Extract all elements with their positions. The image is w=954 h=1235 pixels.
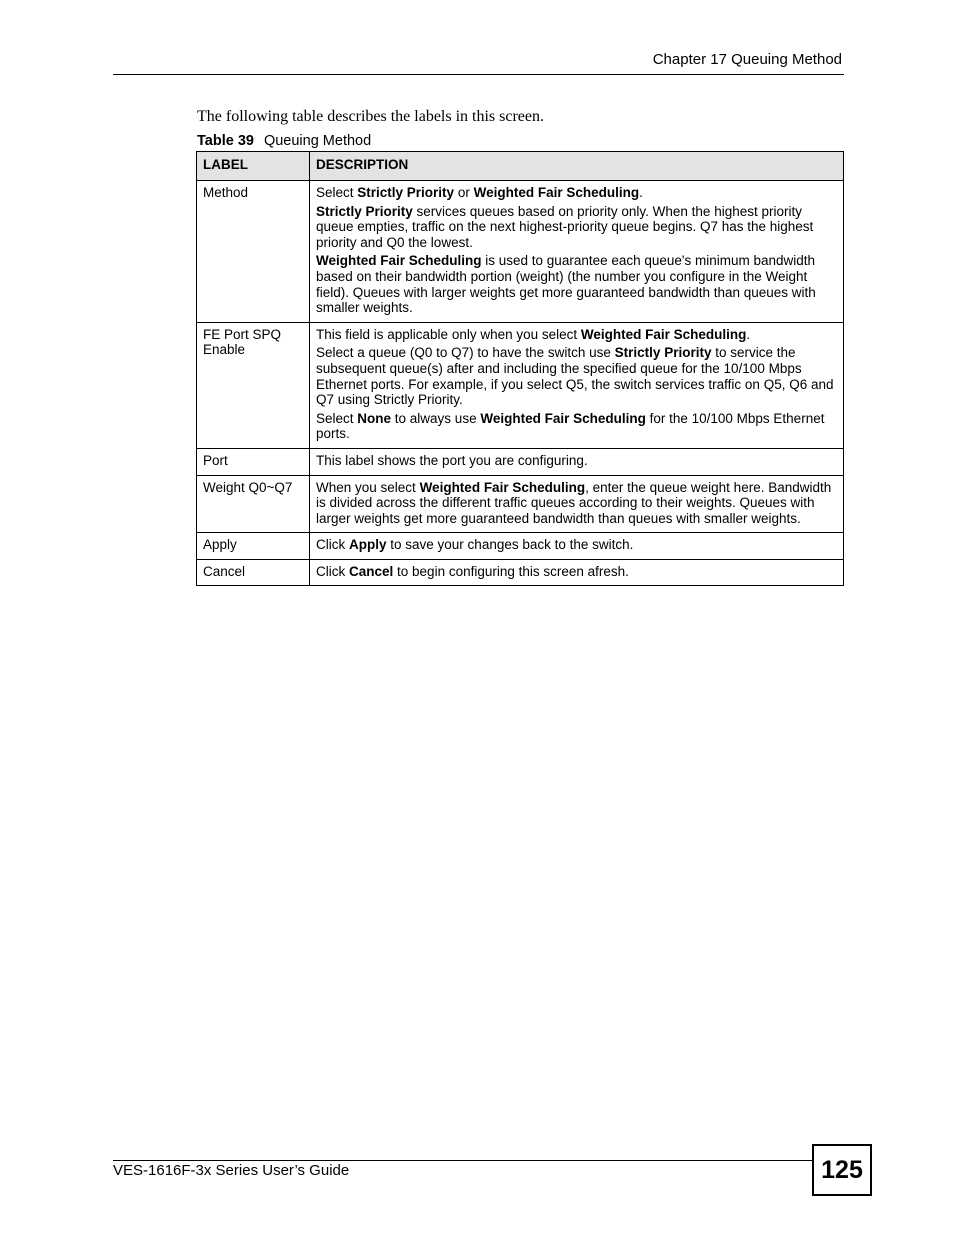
text-run: to service the subsequent queue(s) after and including the specified queue for the 10/100 Mbps Ethernet ports. For example, if you select Q5, the switch services traffic on Q5, Q6 and Q7 using Strictly Priority.: [316, 345, 834, 408]
text-run: .: [746, 326, 751, 342]
text-run: Select a queue (Q0 to Q7) to have the switch use: [316, 345, 615, 361]
row-description: [310, 475, 844, 533]
bold-term: Strictly Priority: [316, 203, 413, 219]
guide-title: VES-1616F-3x Series User’s Guide: [113, 1162, 350, 1179]
row-label: Weight Q0~Q7: [197, 475, 310, 533]
text-run: When you select: [316, 479, 420, 495]
table-row: [197, 448, 844, 475]
row-label: Cancel: [197, 559, 310, 586]
text-run: services queues based on priority only. When the highest priority queue empties, traffic on the next highest-priority queue begins. Q7 has the highest priority and Q0 the lowest.: [316, 203, 814, 250]
text-run: Click: [316, 537, 349, 553]
bold-term: Strictly Priority: [357, 185, 455, 200]
description-paragraph: [316, 564, 837, 580]
table-row: [197, 322, 844, 448]
intro-text: The following table describes the labels in this screen.: [197, 108, 545, 125]
description-paragraph: [316, 204, 837, 251]
table-caption: [197, 133, 371, 149]
bold-term: None: [357, 410, 392, 426]
text-run: or: [454, 185, 474, 200]
queuing-method-table: [196, 151, 844, 586]
text-run: .: [639, 185, 643, 200]
text-run: to save your changes back to the switch.: [386, 537, 634, 553]
table-row: [197, 475, 844, 533]
text-run: to begin configuring this screen afresh.: [393, 563, 629, 579]
bold-term: Weighted Fair Scheduling: [480, 410, 646, 426]
text-run: , enter the queue weight here. Bandwidth is divided across the different traffic queues according to their weights. Queues with larger weights get more guaranteed bandwidth than queues with smaller weights.: [316, 479, 832, 526]
row-description: [310, 181, 844, 323]
text-run: is used to guarantee each queue's minimum bandwidth based on their bandwidth portion (weight) (the number you configure in the Weight field). Queues with larger weights get more guaranteed bandwidth than queues with smaller weights.: [316, 253, 816, 316]
row-label: Method: [197, 181, 310, 323]
footer-divider: [113, 1160, 813, 1161]
row-label: Apply: [197, 533, 310, 560]
bold-term: Cancel: [349, 563, 394, 579]
row-description: [310, 448, 844, 475]
table-caption-title: Queuing Method: [263, 133, 372, 149]
text-run: to always use: [391, 410, 481, 426]
table-caption-number: Table 39: [197, 133, 254, 149]
description-paragraph: [316, 185, 837, 201]
page-number: 125: [812, 1144, 872, 1196]
table-row: [197, 559, 844, 586]
bold-term: Weighted Fair Scheduling: [419, 479, 586, 495]
table-row: [197, 181, 844, 323]
table-header-row: [197, 152, 844, 181]
row-description: [310, 559, 844, 586]
header-divider: [113, 74, 844, 75]
chapter-header: Chapter 17 Queuing Method: [652, 51, 842, 68]
description-paragraph: [316, 537, 837, 553]
text-run: Select: [316, 185, 358, 200]
bold-term: Weighted Fair Scheduling: [316, 253, 482, 269]
text-run: for the 10/100 Mbps Ethernet ports.: [316, 410, 825, 442]
description-paragraph: [316, 345, 837, 407]
row-label: FE Port SPQ Enable: [197, 322, 310, 448]
bold-term: Weighted Fair Scheduling: [580, 326, 747, 342]
description-paragraph: [316, 253, 837, 315]
text-run: Click: [316, 563, 349, 579]
description-paragraph: [316, 327, 837, 343]
column-header-description: DESCRIPTION: [310, 152, 844, 181]
text-run: This field is applicable only when you select: [316, 326, 581, 342]
row-label: Port: [197, 448, 310, 475]
description-paragraph: [316, 411, 837, 442]
column-header-label: LABEL: [197, 152, 310, 181]
table-body: [197, 181, 844, 586]
table-row: [197, 533, 844, 560]
bold-term: Strictly Priority: [614, 345, 712, 361]
bold-term: Weighted Fair Scheduling: [473, 185, 640, 200]
row-description: [310, 533, 844, 560]
description-paragraph: [316, 480, 837, 527]
text-run: Select: [316, 410, 358, 426]
row-description: [310, 322, 844, 448]
text-run: This label shows the port you are configuring.: [316, 452, 588, 468]
description-paragraph: [316, 453, 837, 469]
bold-term: Apply: [349, 537, 387, 553]
